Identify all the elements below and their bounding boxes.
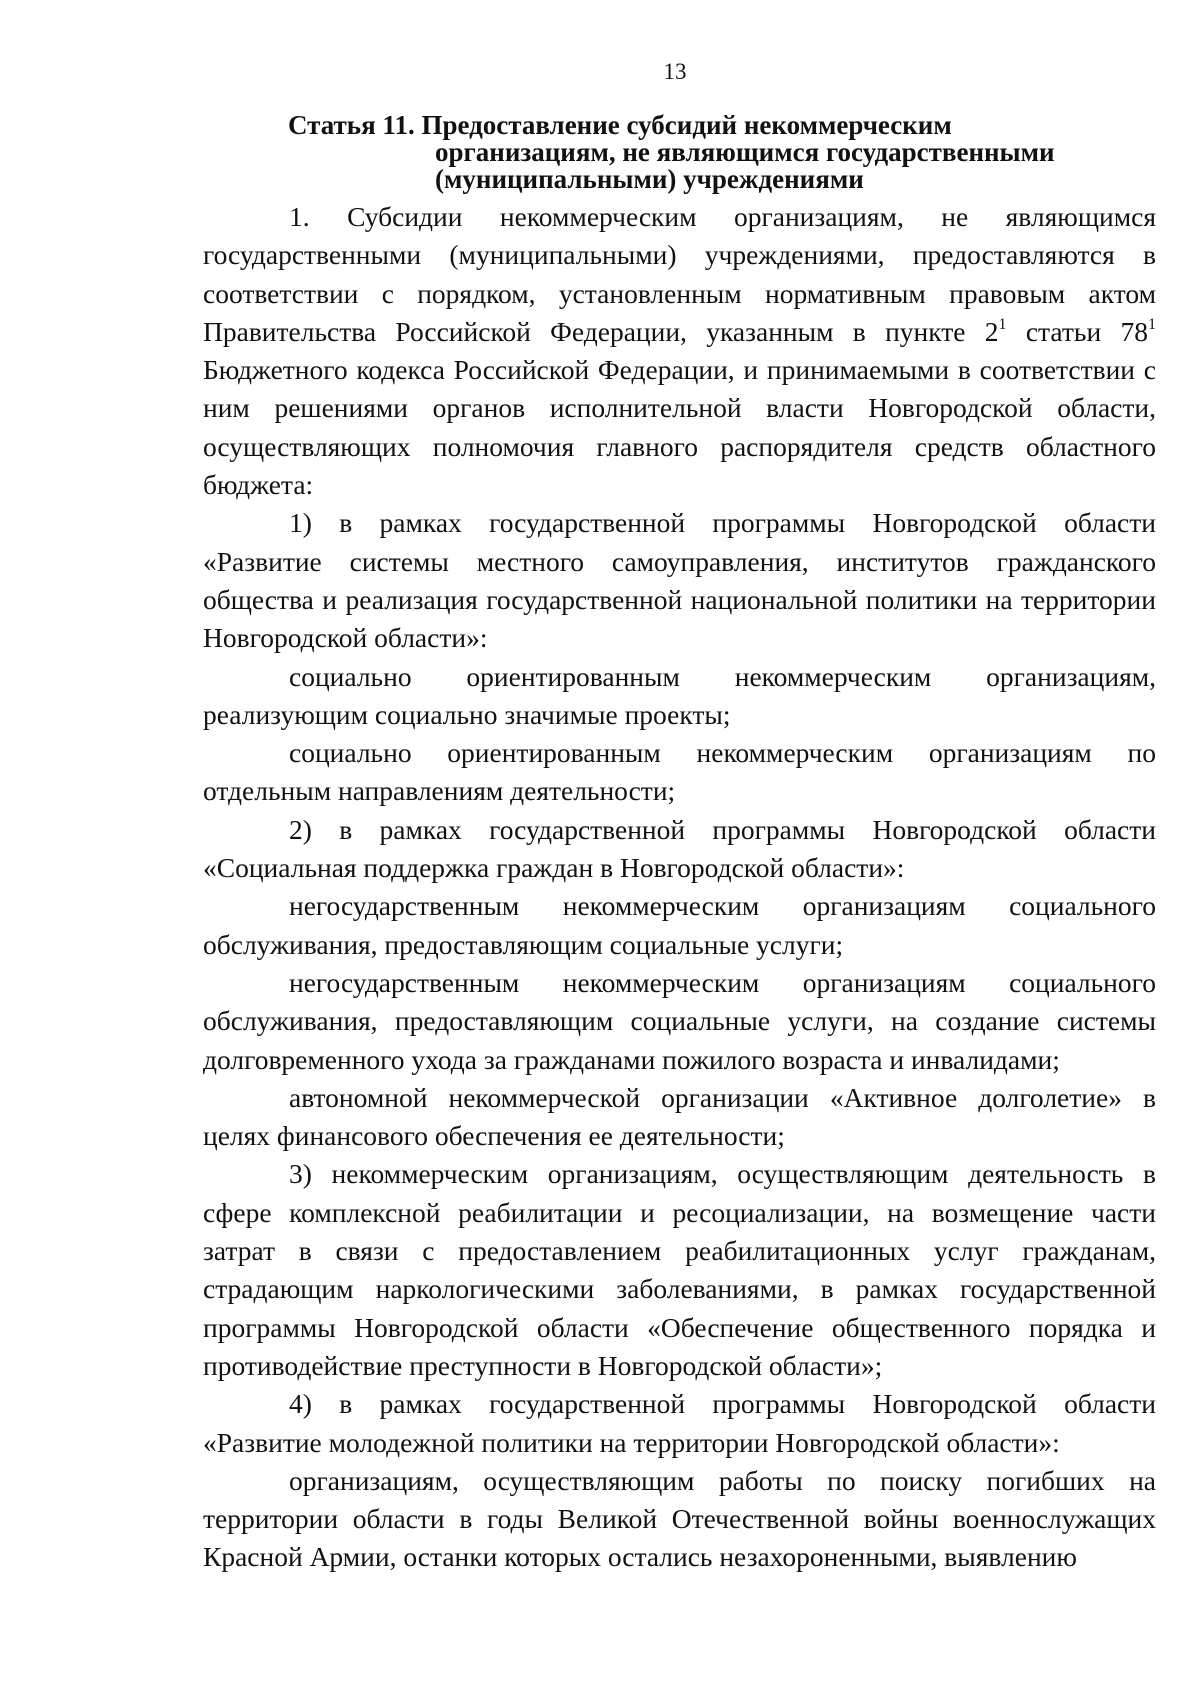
paragraph-3: социально ориентированным некоммерческим организациям, реализующим социально значимые проекты; bbox=[203, 660, 1156, 730]
paragraph-10: 4) в рамках государственной программы Новгородской области «Развитие молодежной политики на территории Новгородской области»: bbox=[203, 1388, 1156, 1458]
paragraph-1-part-1: 1. Субсидии некоммерческим организациям, не являющимся государственными (муниципальными) учреждениями, предоставляются в соответствии с порядком, установленным нормативным правовым актом Правительства Российской Федерации, указанным в пункте 2 bbox=[203, 201, 1156, 347]
article-heading bbox=[288, 112, 1148, 193]
paragraph-11: организациям, осуществляющим работы по поиску погибших на территории области в годы Великой Отечественной войны военнослужащих Красной Армии, останки которых остались незахороненными, выявлению bbox=[203, 1464, 1156, 1573]
article-heading-line-2: организациям, не являющимся государственными bbox=[435, 137, 1055, 167]
paragraph-5: 2) в рамках государственной программы Новгородской области «Социальная поддержка граждан в Новгородской области»: bbox=[203, 813, 1156, 884]
paragraph-2: 1) в рамках государственной программы Новгородской области «Развитие системы местного самоуправления, институтов гражданского общества и реализация государственной национальной политики на территории Новгородской области»: bbox=[203, 507, 1156, 654]
superscript-1: 1 bbox=[998, 315, 1007, 333]
superscript-2: 1 bbox=[1147, 315, 1156, 333]
paragraph-6: негосударственным некоммерческим организациям социального обслуживания, предоставляющим социальные услуги; bbox=[203, 890, 1156, 960]
paragraph-7: негосударственным некоммерческим организациям социального обслуживания, предоставляющим социальные услуги, на создание системы долговременного ухода за гражданами пожилого возраста и инвалидами; bbox=[203, 966, 1156, 1075]
paragraph-9: 3) некоммерческим организациям, осуществляющим деятельность в сфере комплексной реабилитации и ресоциализации, на возмещение части затрат в связи с предоставлением реабилитационных услуг гражданам, страдающим наркологическими заболеваниями, в рамках государственной программы Новгородской области «Обеспечение общественного порядка и противодействие преступности в Новгородской области»; bbox=[203, 1158, 1156, 1381]
paragraph-1 bbox=[203, 198, 1156, 504]
paragraph-8: автономной некоммерческой организации «Активное долголетие» в целях финансового обеспечения ее деятельности; bbox=[203, 1081, 1156, 1152]
article-body bbox=[203, 198, 1156, 1577]
paragraph-1-part-2: статьи 78 bbox=[1006, 315, 1148, 347]
paragraph-1-part-3: Бюджетного кодекса Российской Федерации, и принимаемыми в соответствии с ним решениями органов исполнительной власти Новгородской области, осуществляющих полномочия главного распорядителя средств областного бюджета: bbox=[203, 354, 1156, 501]
paragraph-4: социально ориентированным некоммерческим организациям по отдельным направлениям деятельности; bbox=[203, 737, 1156, 807]
page-number: 13 bbox=[663, 59, 687, 84]
article-heading-line-3: (муниципальными) учреждениями bbox=[435, 164, 864, 194]
article-heading-line-1: Статья 11. Предоставление субсидий некоммерческим bbox=[288, 110, 952, 140]
